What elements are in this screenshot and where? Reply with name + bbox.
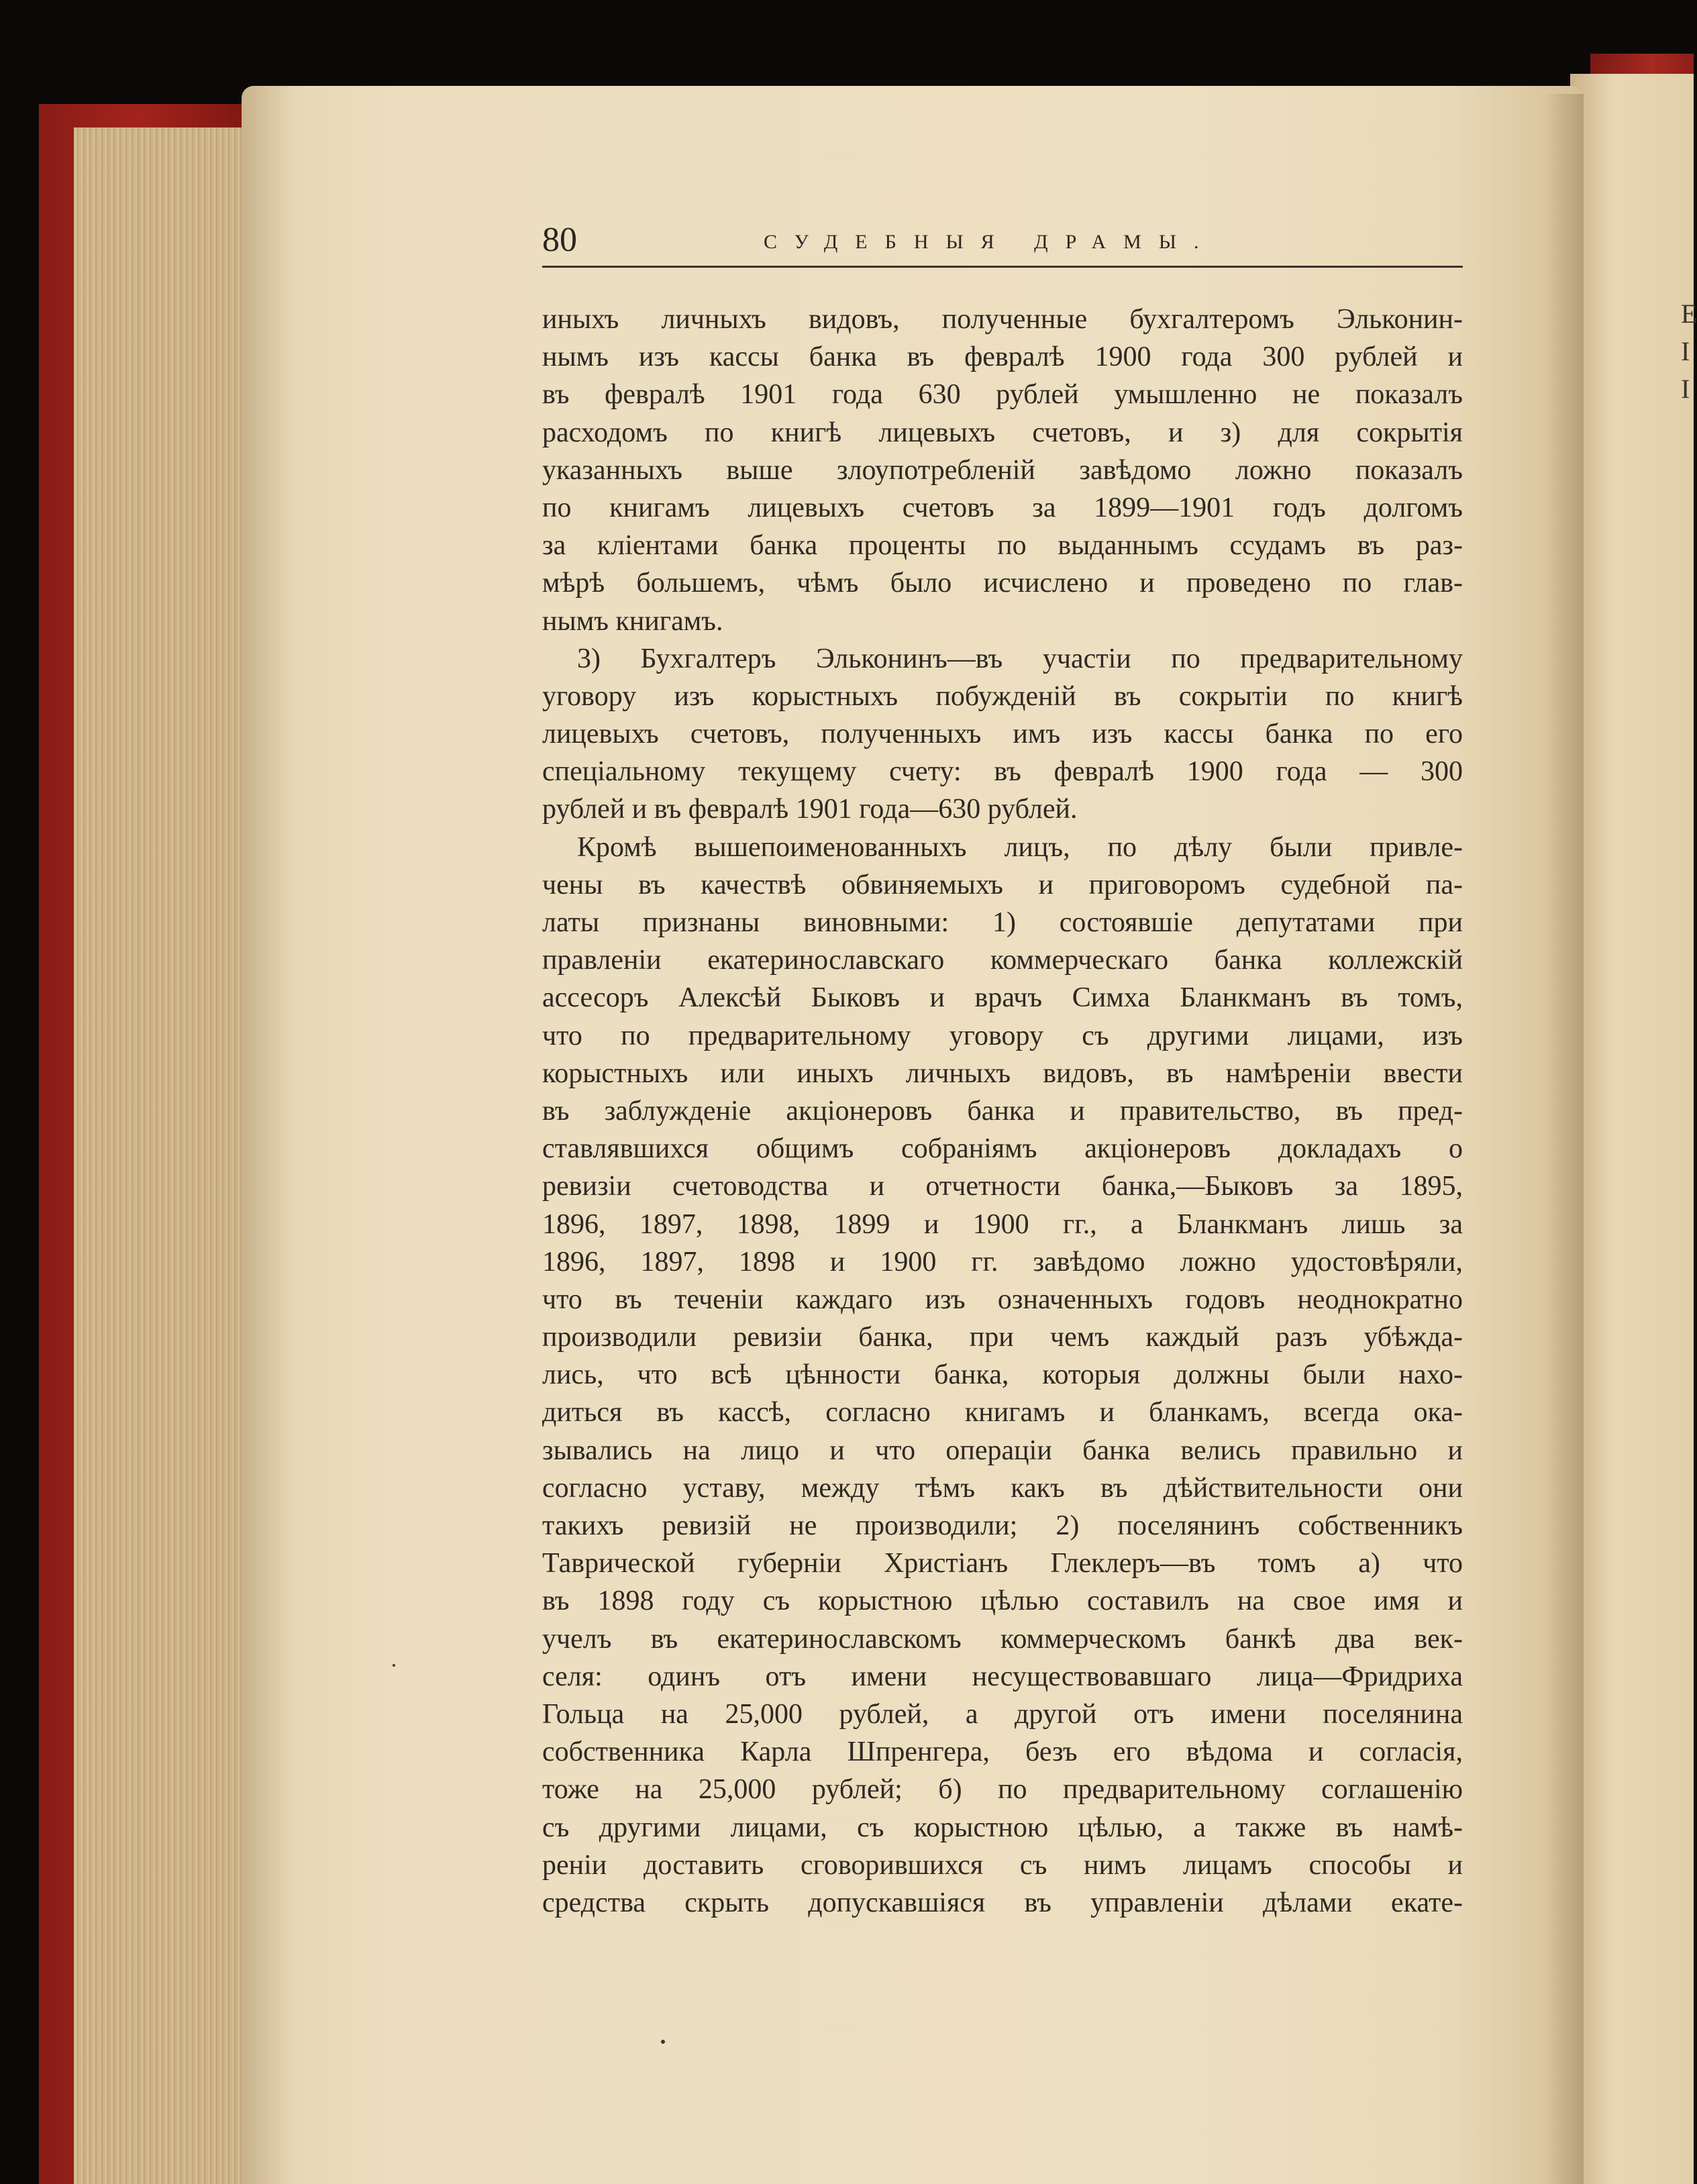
text-line: средства скрыть допускавшіяся въ управленіи дѣлами екате- bbox=[542, 1887, 1463, 1918]
text-line: указанныхъ выше злоупотребленій завѣдомо ложно показалъ bbox=[542, 454, 1463, 486]
text-line: согласно уставу, между тѣмъ какъ въ дѣйствительности они bbox=[542, 1472, 1463, 1504]
text-line: диться въ кассѣ, согласно книгамъ и бланкамъ, всегда ока- bbox=[542, 1397, 1463, 1428]
text-line: въ 1898 году съ корыстною цѣлью составилъ на свое имя и bbox=[542, 1585, 1463, 1617]
text-line: мѣрѣ большемъ, чѣмъ было исчислено и проведено по глав- bbox=[542, 568, 1463, 599]
page-number: 80 bbox=[542, 221, 577, 259]
text-line: 3) Бухгалтеръ Эльконинъ—въ участіи по предварительному bbox=[577, 643, 1463, 674]
text-line: 1896, 1897, 1898 и 1900 гг. завѣдомо ложно удостовѣряли, bbox=[542, 1246, 1463, 1278]
paper-speck bbox=[393, 1664, 395, 1667]
text-line: корыстныхъ или иныхъ личныхъ видовъ, въ намѣреніи ввести bbox=[542, 1057, 1463, 1089]
text-line: такихъ ревизій не производили; 2) поселянинъ собственникъ bbox=[542, 1510, 1463, 1541]
text-line: Кромѣ вышепоименованныхъ лицъ, по дѣлу были привле- bbox=[577, 831, 1463, 863]
text-line: латы признаны виновными: 1) состоявшіе депутатами при bbox=[542, 907, 1463, 938]
running-head: СУДЕБНЫЯ ДРАМЫ. bbox=[764, 231, 1217, 253]
text-line: рублей и въ февралѣ 1901 года—630 рублей. bbox=[542, 794, 1078, 825]
text-line: тоже на 25,000 рублей; б) по предварительному соглашенію bbox=[542, 1774, 1463, 1806]
text-line: спеціальному текущему счету: въ февралѣ 1900 года — 300 bbox=[542, 756, 1463, 788]
facing-page-text bbox=[1681, 295, 1697, 409]
text-line: реніи доставить сговорившихся съ нимъ лицамъ способы и bbox=[542, 1849, 1463, 1881]
body-text bbox=[542, 301, 1463, 1922]
text-line: чены въ качествѣ обвиняемыхъ и приговоромъ судебной па- bbox=[542, 869, 1463, 900]
text-line: селя: одинъ отъ имени несуществовавшаго лица—Фридриха bbox=[542, 1661, 1463, 1692]
text-line: ревизіи счетоводства и отчетности банка,—Быковъ за 1895, bbox=[542, 1171, 1463, 1202]
text-line: учелъ въ екатеринославскомъ коммерческомъ банкѣ два век- bbox=[542, 1623, 1463, 1655]
text-line: лись, что всѣ цѣнности банка, которыя должны были нахо- bbox=[542, 1359, 1463, 1391]
text-line: нымъ книгамъ. bbox=[542, 605, 723, 637]
text-line: 1896, 1897, 1898, 1899 и 1900 гг., а Бланкманъ лишь за bbox=[542, 1208, 1463, 1240]
text-line: по книгамъ лицевыхъ счетовъ за 1899—1901 годъ долгомъ bbox=[542, 492, 1463, 523]
text-line: Таврической губерніи Христіанъ Глеклеръ—въ томъ а) что bbox=[542, 1548, 1463, 1579]
text-line: собственника Карла Шпренгера, безъ его вѣдома и согласія, bbox=[542, 1736, 1463, 1768]
text-line: ассесоръ Алексѣй Быковъ и врачъ Симха Бланкманъ въ томъ, bbox=[542, 982, 1463, 1014]
text-line: съ другими лицами, съ корыстною цѣлью, а также въ намѣ- bbox=[542, 1812, 1463, 1843]
text-line: за кліентами банка проценты по выданнымъ ссудамъ въ раз- bbox=[542, 530, 1463, 562]
text-line: ставлявшихся общимъ собраніямъ акціонеровъ докладахъ о bbox=[542, 1133, 1463, 1165]
text-line: производили ревизіи банка, при чемъ каждый разъ убѣжда- bbox=[542, 1322, 1463, 1353]
text-line: Гольца на 25,000 рублей, а другой отъ имени поселянина bbox=[542, 1698, 1463, 1730]
header-rule bbox=[542, 266, 1463, 268]
page-edges bbox=[74, 127, 268, 2184]
text-line: расходомъ по книгѣ лицевыхъ счетовъ, и з) для сокрытія bbox=[542, 417, 1463, 448]
page-header bbox=[542, 213, 1455, 267]
text-line: въ заблужденіе акціонеровъ банка и правительство, въ пред- bbox=[542, 1095, 1463, 1127]
paper-speck bbox=[661, 2040, 665, 2044]
text-line: правленіи екатеринославскаго коммерческаго банка коллежскій bbox=[542, 945, 1463, 976]
gutter-shadow bbox=[1543, 94, 1584, 2184]
facing-page-letter: Е bbox=[1681, 299, 1697, 329]
facing-page-letter: І bbox=[1681, 374, 1690, 405]
facing-page-letter: І bbox=[1681, 336, 1690, 367]
text-line: зывались на лицо и что операціи банка велись правильно и bbox=[542, 1435, 1463, 1466]
facing-page bbox=[1570, 74, 1697, 2184]
text-line: нымъ изъ кассы банка въ февралѣ 1900 года 300 рублей и bbox=[542, 342, 1463, 373]
text-line: уговору изъ корыстныхъ побужденій въ сокрытіи по книгѣ bbox=[542, 680, 1463, 712]
text-line: что въ теченіи каждаго изъ означенныхъ годовъ неоднократно bbox=[542, 1284, 1463, 1315]
text-line: лицевыхъ счетовъ, полученныхъ имъ изъ кассы банка по его bbox=[542, 719, 1463, 750]
text-line: что по предварительному уговору съ другими лицами, изъ bbox=[542, 1020, 1463, 1051]
text-line: въ февралѣ 1901 года 630 рублей умышленно не показалъ bbox=[542, 379, 1463, 411]
text-line: иныхъ личныхъ видовъ, полученные бухгалтеромъ Эльконин- bbox=[542, 304, 1463, 335]
